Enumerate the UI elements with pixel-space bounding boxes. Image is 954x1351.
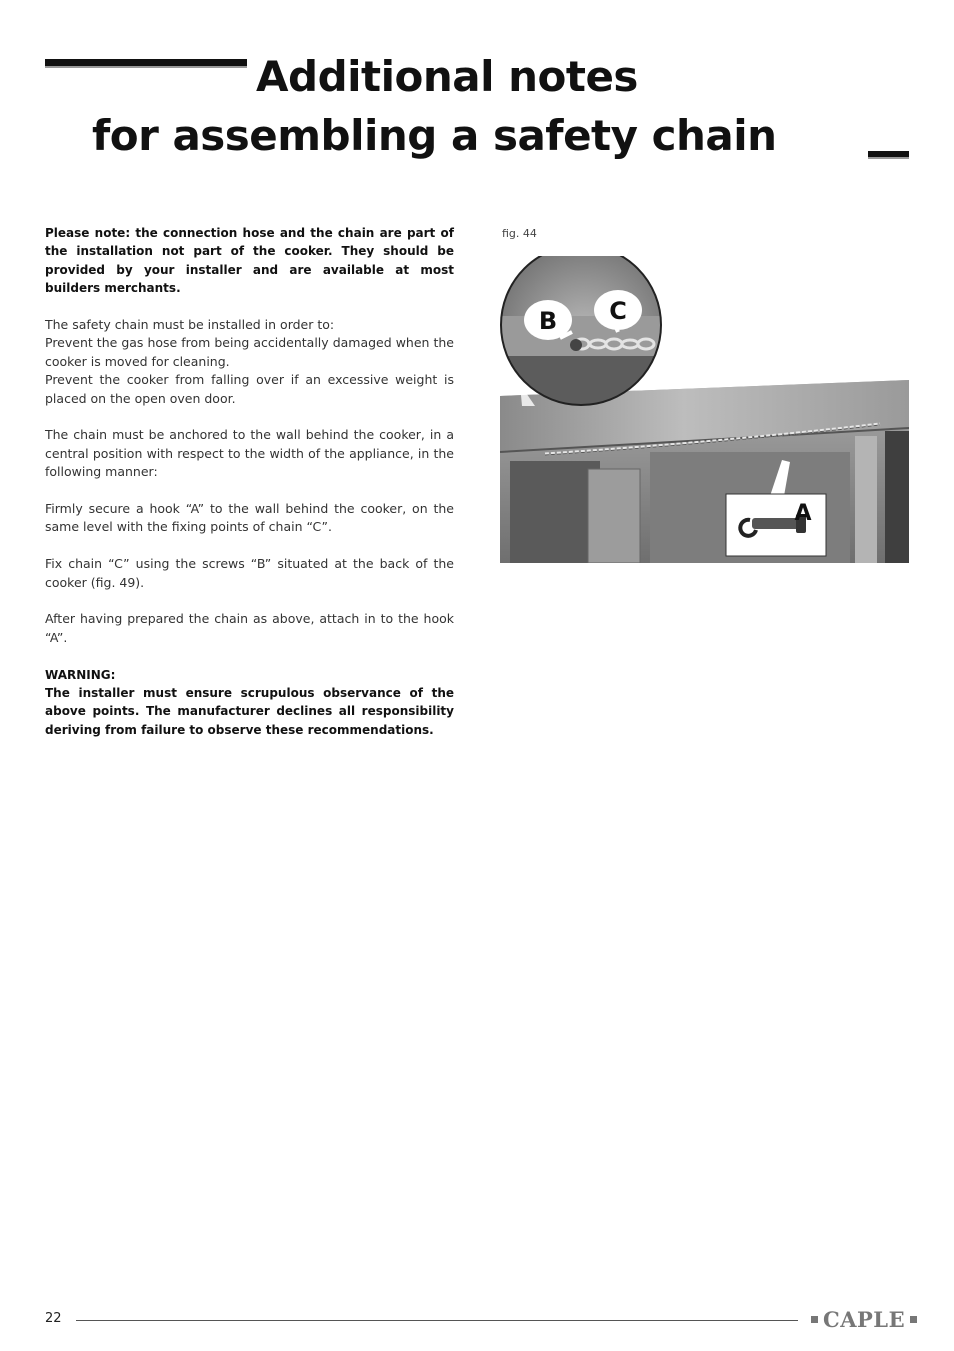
- purpose-item-falling: Prevent the cooker from falling over if an excessive weight is placed on the open oven door.: [45, 372, 454, 406]
- step-attach: After having prepared the chain as above, attach in to the hook “A”.: [45, 611, 454, 645]
- brand-name: CAPLE: [823, 1306, 906, 1332]
- installation-note: Please note: the connection hose and the chain are part of the installation not part of the cooker. They should be provided by your installer and are available at most builders merchants.: [45, 226, 454, 296]
- page-title-line-2: for assembling a safety chain: [92, 111, 777, 160]
- purpose-item-hose: Prevent the gas hose from being accidentally damaged when the cooker is moved for cleaning.: [45, 335, 454, 369]
- warning-text: The installer must ensure scrupulous observance of the above points. The manufacturer declines all responsibility deriving from failure to observe these recommendations.: [45, 686, 454, 737]
- step-hook: Firmly secure a hook “A” to the wall behind the cooker, on the same level with the fixing points of chain “C”.: [45, 501, 454, 535]
- label-b: B: [538, 307, 558, 335]
- footer-rule: [76, 1320, 798, 1321]
- page-title-line-1: Additional notes: [256, 52, 638, 101]
- step-fix-chain: Fix chain “C” using the screws “B” situated at the back of the cooker (fig. 49).: [45, 556, 454, 590]
- label-a: A: [794, 501, 812, 526]
- anchor-paragraph: The chain must be anchored to the wall behind the cooker, in a central position with respect to the width of the appliance, in the following manner:: [45, 427, 454, 480]
- figure-caption: fig. 44: [502, 227, 537, 240]
- safety-chain-photo: [500, 256, 909, 563]
- page-number: 22: [45, 1311, 62, 1326]
- title-rule-top: [45, 59, 247, 66]
- warning-label: WARNING:: [45, 667, 116, 682]
- logo-square-right: [910, 1316, 917, 1323]
- brand-logo: [811, 1306, 917, 1332]
- label-c: C: [609, 297, 627, 325]
- text-column: [45, 224, 454, 758]
- label-b-callout: [524, 300, 572, 340]
- purpose-intro: The safety chain must be installed in order to:: [45, 317, 335, 333]
- purpose-paragraph: [45, 316, 454, 408]
- logo-square-left: [811, 1316, 818, 1323]
- cooker-back-view: [500, 380, 909, 563]
- warning-block: [45, 666, 454, 740]
- title-rule-end: [868, 151, 909, 157]
